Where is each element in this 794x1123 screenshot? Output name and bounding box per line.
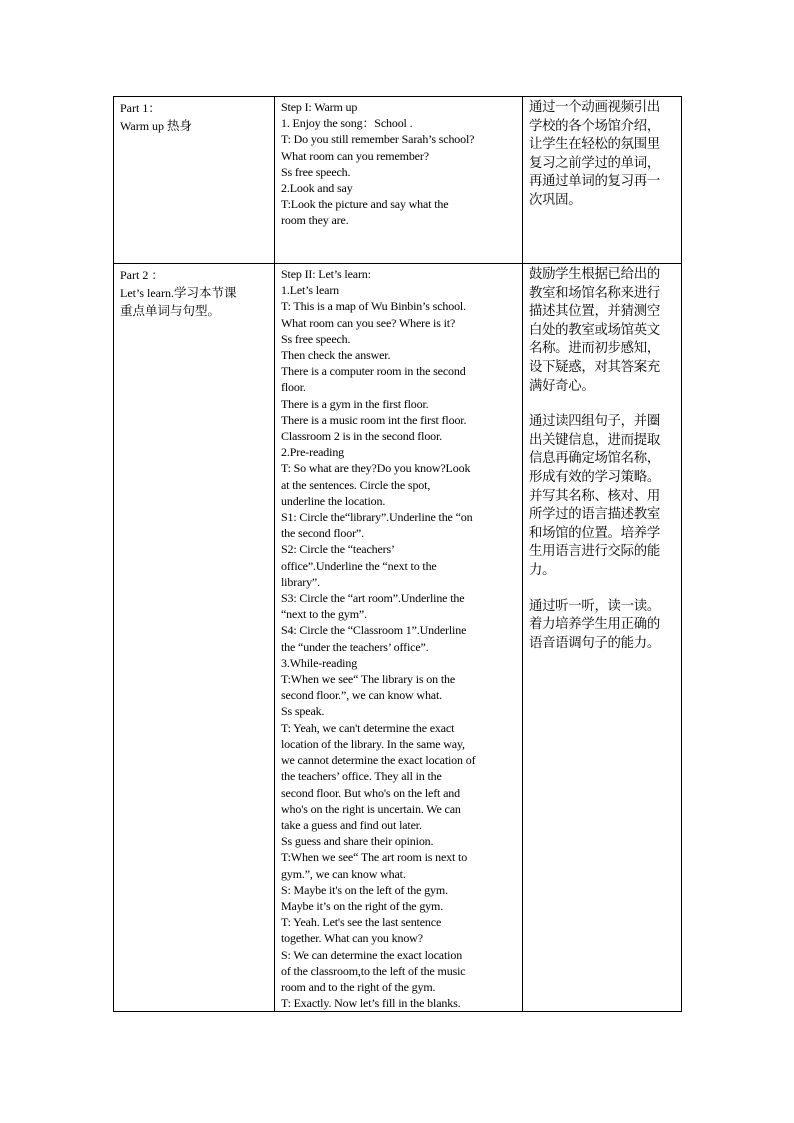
- step-line: T: Yeah. Let's see the last sentence: [281, 915, 442, 930]
- part-cell: [114, 264, 275, 1012]
- step-line: room they are.: [281, 213, 349, 228]
- part-cell: [114, 97, 275, 264]
- step-line: Step I: Warm up: [281, 100, 358, 114]
- note-line: 出关键信息，进而提取: [529, 432, 660, 448]
- step-line: room and to the right of the gym.: [281, 979, 436, 994]
- note-line: 力。: [529, 562, 556, 578]
- notes-cell: [523, 264, 682, 1012]
- note-line: 再通过单词的复习再一: [529, 174, 660, 190]
- note-line: 生用语言进行交际的能: [529, 544, 660, 560]
- part-title: Part 1：: [120, 101, 161, 115]
- step-line: S1: Circle the“library”.Underline the “on: [281, 510, 473, 525]
- step-line: Classroom 2 is in the second floor.: [281, 429, 443, 444]
- step-line: T: So what are they?Do you know?Look: [281, 461, 471, 476]
- step-line: T:When we see“ The library is on the: [281, 672, 456, 687]
- step-line: take a guess and find out later.: [281, 817, 422, 832]
- note-line: 学校的各个场馆介绍，: [529, 118, 660, 134]
- step-line: the “under the teachers’ office”.: [281, 639, 429, 654]
- part-subtitle-en: Let’s learn.: [120, 286, 174, 300]
- note-line: 信息再确定场馆名称，: [529, 451, 660, 467]
- step-line: S: We can determine the exact location: [281, 947, 463, 962]
- part-subtitle: [120, 284, 269, 302]
- note-line: 语音语调句子的能力。: [529, 635, 660, 651]
- step-line: S3: Circle the “art room”.Underline the: [281, 591, 465, 606]
- step-line: library”.: [281, 574, 320, 589]
- note-line: 形成有效的学习策略。: [529, 469, 660, 485]
- step-line: S2: Circle the “teachers’: [281, 542, 395, 557]
- step-line: who's on the right is uncertain. We can: [281, 801, 461, 816]
- step-line: 2.Pre-reading: [281, 445, 345, 460]
- step-line: Then check the answer.: [281, 348, 391, 363]
- note-line: 所学过的语言描述教室: [529, 507, 660, 523]
- step-line: the teachers’ office. They all in the: [281, 769, 442, 784]
- step-line: 1.Let’s learn: [281, 283, 340, 298]
- step-line: the second floor”.: [281, 526, 364, 541]
- note-line: 通过读四组句子，并圈: [529, 414, 660, 430]
- steps-cell: [275, 97, 523, 264]
- step-line: T: Yeah, we can't determine the exact: [281, 720, 455, 735]
- step-line: Step II: Let’s learn:: [281, 267, 371, 281]
- step-line: Ss free speech.: [281, 164, 351, 179]
- note-line: 鼓励学生根据已给出的: [529, 267, 660, 282]
- step-line: T:Look the picture and say what the: [281, 197, 449, 212]
- step-line: Ss free speech.: [281, 331, 351, 346]
- step-line: T: Do you still remember Sarah’s school?: [281, 132, 475, 147]
- note-line: 设下疑惑，对其答案充: [529, 359, 660, 375]
- step-line: S: Maybe it's on the left of the gym.: [281, 882, 448, 897]
- part-subtitle-cn: 学习本节课: [173, 285, 237, 300]
- notes-cell: [523, 97, 682, 264]
- note-line: 满好奇心。: [529, 378, 595, 394]
- note-line: 让学生在轻松的氛围里: [529, 137, 660, 153]
- step-line: 1. Enjoy the song：School .: [281, 116, 413, 131]
- note-line: 着力培养学生用正确的: [529, 617, 660, 633]
- part-subtitle-en: Warm up: [120, 119, 168, 133]
- note-line: 白处的教室或场馆英文: [529, 322, 660, 338]
- step-line: There is a computer room in the second: [281, 364, 466, 379]
- step-line: second floor.”, we can know what.: [281, 688, 442, 703]
- part-title: Part 2 ：: [120, 268, 164, 282]
- note-line: 名称。进而初步感知，: [529, 341, 660, 357]
- note-line: 通过听一听，读一读。: [529, 598, 660, 614]
- note-line: 教室和场馆名称来进行: [529, 285, 660, 301]
- table-row: [114, 264, 682, 1012]
- step-line: location of the library. In the same way,: [281, 736, 465, 751]
- note-line: 和场馆的位置。培养学: [529, 525, 660, 541]
- step-line: office”.Underline the “next to the: [281, 558, 437, 573]
- note-line: 通过一个动画视频引出: [529, 100, 660, 115]
- step-line: T: This is a map of Wu Binbin’s school.: [281, 299, 466, 314]
- step-line: underline the location.: [281, 493, 386, 508]
- note-line: 次巩固。: [529, 192, 582, 208]
- step-line: What room can you see? Where is it?: [281, 315, 456, 330]
- step-line: of the classroom,to the left of the music: [281, 963, 466, 978]
- step-line: There is a gym in the first floor.: [281, 396, 429, 411]
- note-line: 复习之前学过的单词，: [529, 155, 660, 171]
- step-line: T: Exactly. Now let’s fill in the blanks.: [281, 996, 461, 1011]
- step-line: What room can you remember?: [281, 148, 429, 163]
- step-line: S4: Circle the “Classroom 1”.Underline: [281, 623, 467, 638]
- note-line: 并写其名称、核对、用: [529, 488, 660, 504]
- step-line: Maybe it’s on the right of the gym.: [281, 898, 444, 913]
- step-line: Ss guess and share their opinion.: [281, 834, 434, 849]
- step-line: second floor. But who's on the left and: [281, 785, 460, 800]
- step-line: together. What can you know?: [281, 931, 423, 946]
- part-subtitle-cn-2: 重点单词与句型。: [120, 303, 221, 318]
- part-subtitle-cn: 热身: [167, 118, 193, 133]
- step-line: T:When we see“ The art room is next to: [281, 850, 468, 865]
- step-line: “next to the gym”.: [281, 607, 367, 622]
- step-line: 2.Look and say: [281, 181, 353, 196]
- step-line: Ss speak.: [281, 704, 325, 719]
- step-line: floor.: [281, 380, 306, 395]
- part-subtitle: [120, 117, 269, 135]
- step-line: gym.”, we can know what.: [281, 866, 406, 881]
- steps-cell: [275, 264, 523, 1012]
- note-line: 描述其位置，并猜测空: [529, 304, 660, 320]
- step-line: we cannot determine the exact location of: [281, 753, 476, 768]
- lesson-plan-table: [113, 96, 682, 1012]
- step-line: at the sentences. Circle the spot,: [281, 477, 431, 492]
- table-row: [114, 97, 682, 264]
- step-line: 3.While-reading: [281, 655, 358, 670]
- step-line: There is a music room int the first floor.: [281, 412, 467, 427]
